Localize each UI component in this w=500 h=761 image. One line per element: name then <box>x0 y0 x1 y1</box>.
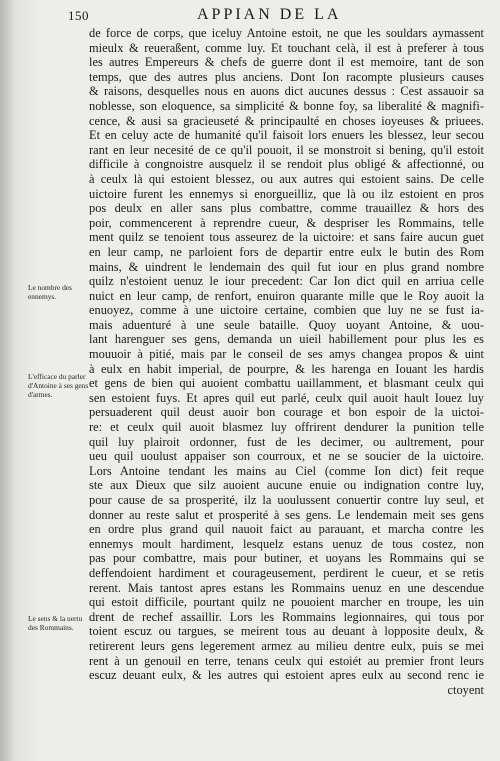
text-line: lant harenguer ses gens, demanda un uieil habillement pour plus les es <box>89 332 484 347</box>
text-line: en ordre plus grand quil nauoit faict au parauant, et marcha contre les <box>89 522 484 537</box>
text-line: donner au reste salut et prosperité à ses gens. Le lendemain meit ses gens <box>89 507 484 522</box>
body-text-block <box>89 26 484 697</box>
text-line: mouuoir à pitié, mais par le conseil de ses amys changea propos & uint <box>89 347 484 362</box>
text-line: rerent. Mais tantost apres estans les Rommains uenuz en une descendue <box>89 580 484 595</box>
text-line: et gens de bien qui auoient combattu uaillamment, et blasmant ceulx qui <box>89 376 484 391</box>
text-line: mains, & uindrent le lendemain des quil fut iour en plus grand nombre <box>89 259 484 274</box>
text-line: enuoyez, comme à une uictoire certaine, combien que luy ne se fust ia- <box>89 303 484 318</box>
text-line: Lors Antoine tendant les mains au Ciel (comme Ion dict) feit reque <box>89 463 484 478</box>
page-number: 150 <box>68 8 89 23</box>
text-line: ctoyent <box>447 682 484 697</box>
text-line: deffendoient hardiment et courageusement, perdirent le cueur, et se retis <box>89 565 484 580</box>
text-line: quilz n'estoient uenuz le iour precedent: Car Ion dict quil en arriua celle <box>89 274 484 289</box>
text-line: de force de corps, que iceluy Antoine estoit, ne que les souldars aymassent <box>89 26 484 40</box>
text-line: re: et ceulx quil auoit blasmez luy offrirent dendurer la punition telle <box>89 420 484 435</box>
text-line: rent à un genouil en terre, tenans ceulx qui estoiét au premier front leurs <box>89 653 484 668</box>
text-line: pour cause de sa prosperité, ilz la uoulussent conuertir contre luy seul, et <box>89 493 484 507</box>
margin-note-antoine-speech: L'efficace du parler d'Antoine à ses gens d'armes. <box>28 372 89 399</box>
margin-note-enemy-count: Le nombre des ennemys. <box>28 283 72 301</box>
text-line: toient escuz ou targues, se meirent tous au deuant à lopposite deulx, & <box>89 624 484 639</box>
text-line: Et en celuy acte de humanité qu'il faisoit lors enuers les blessez, leur secou <box>89 128 484 143</box>
text-line: mais aduenturé à une seule bataille. Quoy uoyant Antoine, & uou- <box>89 317 484 332</box>
text-line: ueu quil uoulust appaiser son courroux, et ne se soucier de la uictoire. <box>89 449 484 464</box>
text-line: ste aux Dieux que silz auoient aucune enuie ou indignation contre luy, <box>89 478 484 493</box>
text-line: à eulx en habit imperial, de pourpre, & les harenga en Iouant les hardis <box>89 361 484 376</box>
text-line: retirerent leurs gens legerement armez au milieu dentre eulx, puis se mei <box>89 638 484 653</box>
margin-note-roman-virtue: Le sens & la uertu des Rommains. <box>28 614 83 632</box>
text-line: nuict en leur camp, de renfort, enuiron quarante mille que le Roy auoit la <box>89 288 484 303</box>
page-header <box>0 6 500 26</box>
running-head: APPIAN DE LA <box>197 6 342 23</box>
text-line: les autres Empereurs & chefs de guerre dont il est memoire, tant de son <box>89 55 484 70</box>
text-line: & raisons, desquelles nous en auons dict aucunes dessus : Cest assauoir sa <box>89 84 484 99</box>
text-line: difficile à congnoistre ausquelz il se rendoit plus obligé & affectionné, ou <box>89 157 484 172</box>
text-line: à ceulx là qui estoient blessez, ou aux autres qui estoient sains. De celle <box>89 171 484 186</box>
text-line: persuaderent quil deust auoir bon courage et bon espoir de la uictoi- <box>89 405 484 420</box>
text-line: poir, commencerent à reprendre cueur, & despriser les Rommains, telle <box>89 215 484 230</box>
text-line: rant en leur necesité de ce qu'il pouoit, il se monstroit si bening, qu'il estoit <box>89 142 484 157</box>
text-line: ment quilz se tenoient tous asseurez de la uictoire: et sans faire aucun guet <box>89 230 484 245</box>
text-line: escuz deuant eulx, & les autres qui estoient apres eulx au second renc ie <box>89 668 484 683</box>
text-line: noblesse, son eloquence, sa simplicité & bonne foy, sa liberalité & magnifi- <box>89 98 484 113</box>
text-line: pas pour combattre, mais pour butiner, et uoyans les Rommains qui se <box>89 551 484 566</box>
text-line: uictoire furent les ennemys si enorgueilliz, que là ou ilz estoient en pros <box>89 186 484 201</box>
text-line: ennemys moult hardiment, lesquelz estans uenuz de tous costez, non <box>89 536 484 551</box>
text-line: en leur camp, ne parloient fors de departir entre eulx le butin des Rom <box>89 244 484 259</box>
text-line: quil luy plairoit ordonner, fust de les decimer, ou aultrement, pour <box>89 434 484 449</box>
text-line: temps, que des autres plus anciens. Dont Ion racompte plusieurs causes <box>89 69 484 84</box>
binding-gutter-shadow <box>0 0 14 761</box>
text-line: pos deulx en aller sans plus combattre, comme trauaillez & hors des <box>89 201 484 216</box>
text-line: qui estoit difficile, pourtant quilz ne pouoient marcher en troupe, les uin <box>89 595 484 610</box>
text-line: drent de rechef assaillir. Lors les Rommains legionnaires, qui tous por <box>89 609 484 624</box>
text-line: sen estoient fuys. Et apres quil eut parlé, ceulx quil auoit hault Iouez luy <box>89 390 484 405</box>
text-line: mieulx & reueraßent, comme luy. Et touchant celà, il est à preferer à tous <box>89 40 484 55</box>
text-line: cence, & ausi sa gracieuseté & principaulté en choses ioyeuses & priuees. <box>89 113 484 128</box>
